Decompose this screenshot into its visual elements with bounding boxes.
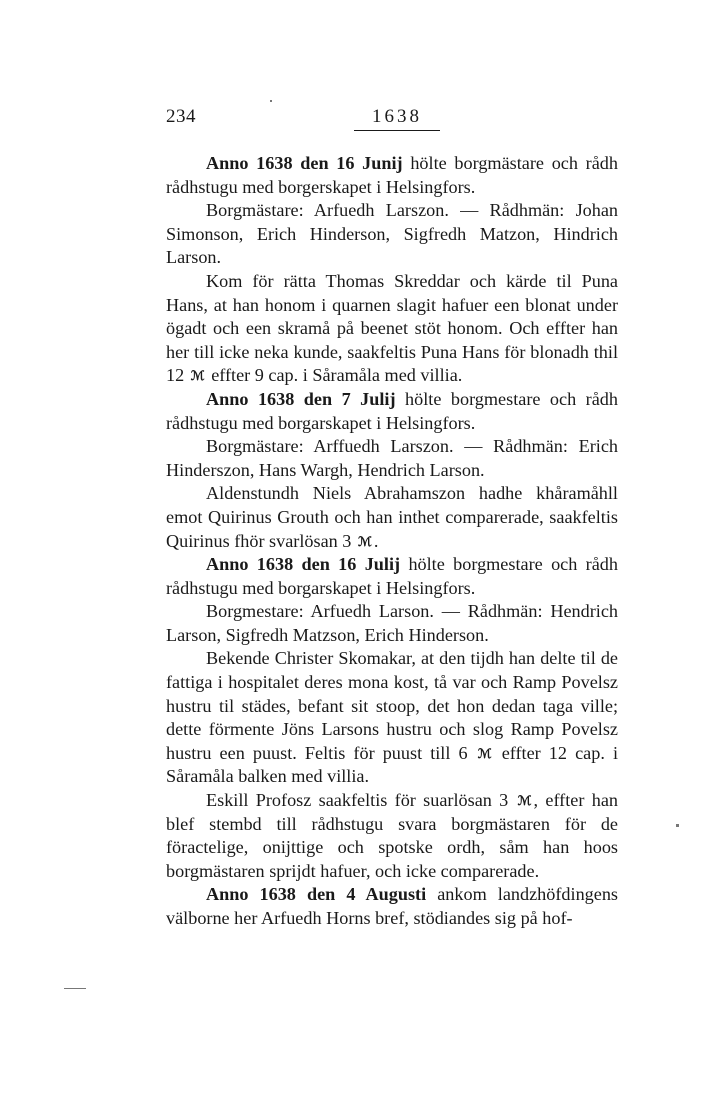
paragraph-text: Borgmästare: Arffuedh Larszon. — Rådhmän: Erich Hinderszon, Hans Wargh, Hendrich Larson. <box>166 436 618 480</box>
session-heading: Anno 1638 den 16 Julij <box>206 554 401 575</box>
paragraph-session-16-julij <box>166 553 618 600</box>
paragraph-text: ankom landzhöfdingens välborne her Arfuedh Horns bref, stödiandes sig på hof- <box>166 884 619 928</box>
paragraph-text: hölte borgmästare och rådh rådhstugu med borgerskapet i Helsingfors. <box>166 153 618 197</box>
paragraph-case-niels-abrahamszon <box>166 482 618 553</box>
paragraph-session-4-augusti <box>166 883 618 930</box>
session-heading: Anno 1638 den 16 Junij <box>206 153 403 173</box>
paragraph-officials <box>166 435 618 482</box>
paragraph-text-continued: effter 12 cap. i Såramåla balken med villia. <box>166 742 618 787</box>
mark-symbol-icon: ℳ <box>477 745 492 761</box>
paragraph-case-thomas-skreddar <box>166 270 618 388</box>
paragraph-text-continued: . <box>373 530 379 551</box>
paragraph-case-eskill-profosz <box>166 789 618 883</box>
paragraph-text-continued: effter 9 cap. i Såramåla med villia. <box>211 365 463 386</box>
running-head-year: 1638 <box>354 106 440 131</box>
paragraph-text: Bekende Christer Skomakar, at den tijdh han delte til de fattiga i hospitalet deres mona kost, tå var och Ramp Povelsz hustru til städes, befant sit stoop, det hon dedan taga ville; dette förmente Jöns Larsons hustru och slog Ramp Povelsz hustru een puust. Feltis för puust till 6 <box>166 648 618 763</box>
mark-symbol-icon: ℳ <box>517 793 532 809</box>
paragraph-text: Borgmestare: Arfuedh Larson. — Rådhmän: Hendrich Larson, Sigfredh Matzson, Erich Hinderson. <box>166 601 618 645</box>
paragraph-officials <box>166 600 618 647</box>
paragraph-text: hölte borgmestare och rådh rådhstugu med borgarskapet i Helsingfors. <box>166 388 618 433</box>
paragraph-text: Aldenstundh Niels Abrahamszon hadhe khåramåhll emot Quirinus Grouth och han inthet comparerade, saakfeltis Quirinus fhör svarlösan 3 <box>166 483 618 551</box>
paragraph-officials <box>166 199 618 270</box>
paragraph-session-7-julij <box>166 388 618 435</box>
paragraph-text: hölte borgmestare och rådh rådhstugu med borgarskapet i Helsingfors. <box>166 554 618 598</box>
page-number: 234 <box>166 106 196 127</box>
paragraph-text: Eskill Profosz saakfeltis för suarlösan 3 <box>206 790 509 811</box>
paragraph-text: Borgmästare: Arfuedh Larszon. — Rådhmän: Johan Simonson, Erich Hinderson, Sigfredh Matzon, Hindrich Larson. <box>166 200 618 268</box>
body-text <box>166 152 618 931</box>
scan-speck <box>270 100 272 102</box>
paragraph-text-continued: , effter han blef stembd till rådhstugu svara borgmästaren för de föractelige, onijttige och spotske ordh, såm han hoos borgmästaren sprijdt hafuer, och icke comparerade. <box>166 790 618 881</box>
paragraph-case-christer-skomakar <box>166 647 618 789</box>
session-heading: Anno 1638 den 4 Augusti <box>206 884 427 905</box>
mark-symbol-icon: ℳ <box>190 368 205 384</box>
paragraph-session-16-junij <box>166 152 618 199</box>
paragraph-text: Kom för rätta Thomas Skreddar och kärde til Puna Hans, at han honom i quarnen slagit hafuer een blonat under ögadt och een skramå på beenet stöt honom. Och effter han her till icke neka kunde, saakfeltis Puna Hans för blonadh thil 12 <box>166 270 618 386</box>
scan-speck <box>676 824 679 827</box>
mark-symbol-icon: ℳ <box>357 533 372 549</box>
scan-speck <box>64 988 86 989</box>
session-heading: Anno 1638 den 7 Julij <box>206 388 396 409</box>
